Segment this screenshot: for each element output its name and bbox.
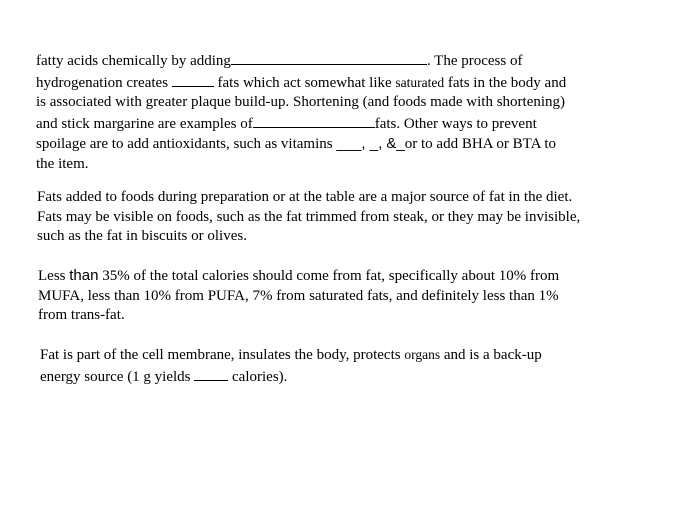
text-segment: and is a back-up: [440, 347, 542, 363]
text-segment: fats in the body and: [444, 74, 567, 91]
text-line: [36, 72, 566, 94]
paragraph-fat-functions: [40, 345, 542, 387]
text-line: MUFA, less than 10% from PUFA, 7% from saturated fats, and definitely less than 1%: [38, 287, 559, 304]
text-segment: and stick margarine are examples of: [36, 115, 253, 132]
text-line: is associated with greater plaque build-up. Shortening (and foods made with shortening): [36, 94, 566, 111]
text-segment: energy source (1 g yields: [40, 368, 195, 385]
text-line: [40, 345, 542, 366]
text-line: [36, 134, 566, 155]
paragraph-hydrogenation: [36, 50, 566, 175]
text-segment: ___, _, &_: [336, 135, 405, 153]
text-segment: Less: [38, 268, 70, 284]
text-segment: saturated: [395, 74, 445, 90]
text-line: [40, 366, 542, 388]
text-line: the item.: [36, 155, 89, 172]
text-segment: fats which act somewhat like: [213, 74, 396, 91]
text-line: from trans-fat.: [38, 307, 125, 324]
fill-in-blank: [194, 366, 228, 381]
text-segment: organs: [404, 347, 441, 362]
text-line: Fats added to foods during preparation or at the table are a major source of fat in the diet.: [37, 189, 573, 205]
paragraph-calorie-guidelines: [38, 266, 559, 326]
text-segment: Fat is part of the cell membrane, insulates the body, protects: [40, 347, 405, 363]
text-segment: fatty acids chemically by adding: [36, 53, 231, 69]
fill-in-blank: [172, 72, 214, 87]
text-segment: spoilage are to add antioxidants, such as vitamins: [36, 136, 337, 153]
text-line: Fats may be visible on foods, such as the fat trimmed from steak, or they may be invisible,: [37, 208, 581, 225]
fill-in-blank: [253, 113, 375, 128]
text-line: such as the fat in biscuits or olives.: [37, 228, 247, 245]
text-line: [36, 50, 566, 72]
text-segment: calories).: [228, 368, 288, 385]
paragraph-fat-sources: [37, 188, 580, 247]
text-segment: fats. Other ways to prevent: [374, 115, 537, 132]
text-segment: or to add BHA or BTA to: [404, 136, 557, 153]
text-line: [36, 113, 566, 135]
fill-in-blank: [231, 50, 427, 65]
text-segment: . The process of: [426, 53, 523, 69]
text-segment: hydrogenation creates: [36, 74, 172, 91]
text-line: [38, 266, 559, 287]
text-segment: than: [69, 267, 99, 284]
text-segment: 35% of the total calories should come from fat, specifically about 10% from: [98, 268, 560, 284]
